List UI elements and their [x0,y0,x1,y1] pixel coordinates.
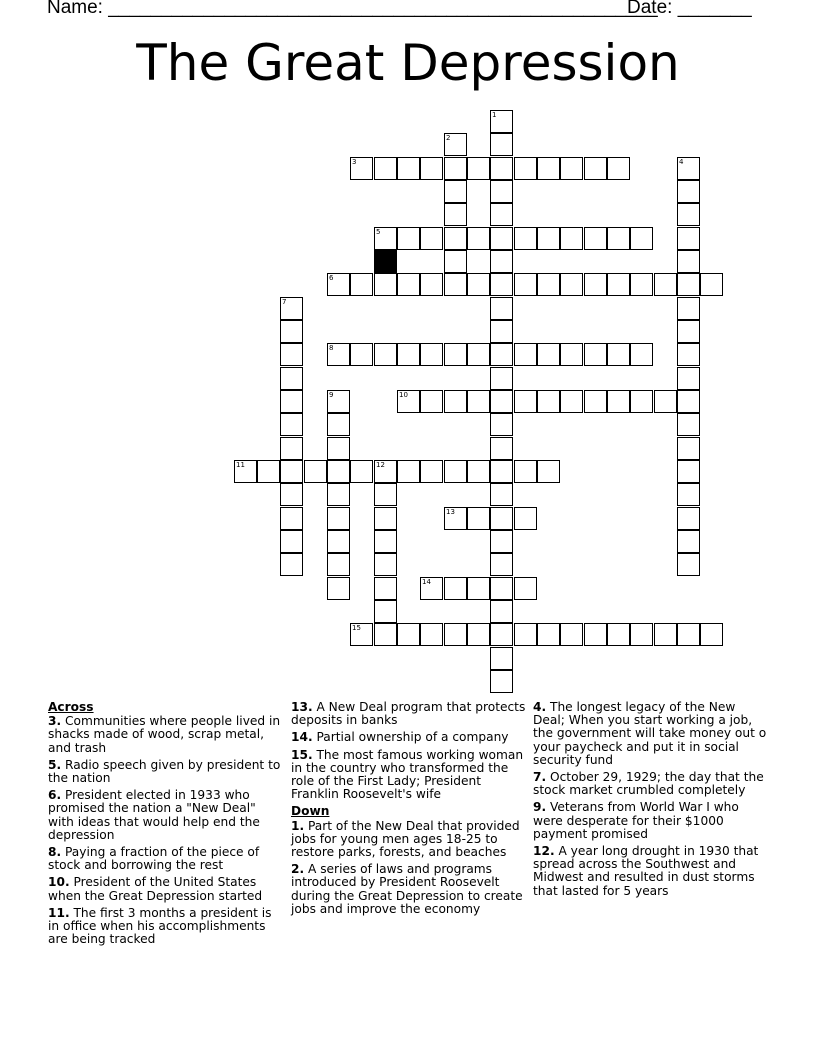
grid-cell[interactable] [677,390,700,413]
grid-cell[interactable] [514,623,537,646]
grid-cell[interactable] [514,577,537,600]
grid-cell[interactable] [490,250,513,273]
grid-cell[interactable] [490,623,513,646]
grid-cell[interactable] [537,157,560,180]
grid-cell[interactable] [677,273,700,296]
clue-across-6: 6. President elected in 1933 who promised the nation a "New Deal" with ideas that would help end the depression [48,788,260,842]
grid-cell[interactable] [490,227,513,250]
clue-across-8: 8. Paying a fraction of the piece of stock and borrowing the rest [48,845,260,873]
grid-cell[interactable] [700,273,723,296]
grid-cell[interactable] [327,413,350,436]
grid-cell[interactable] [537,390,560,413]
grid-cell[interactable] [467,390,490,413]
grid-cell[interactable] [630,623,653,646]
grid-cell[interactable] [444,577,467,600]
grid-cell[interactable] [654,623,677,646]
clue-down-7: 7. October 29, 1929; the day that the stock market crumbled completely [533,770,764,798]
grid-cell[interactable] [490,367,513,390]
clue-column-3 [533,701,769,902]
grid-cell[interactable] [327,577,350,600]
grid-cell[interactable] [257,460,280,483]
grid-cell[interactable] [677,367,700,390]
grid-cell[interactable] [490,180,513,203]
clue-down-12: 12. A year long drought in 1930 that spread across the Southwest and Midwest and resulted in dust storms that lasted for 5 years [533,844,759,898]
grid-cell[interactable] [630,390,653,413]
grid-cell[interactable] [490,507,513,530]
grid-cell[interactable] [467,623,490,646]
clue-down-4: 4. The longest legacy of the New Deal; When you start working a job, the government will take money out o your paycheck and put it in social security fund [533,700,767,767]
grid-cell[interactable] [280,507,303,530]
grid-cell[interactable] [490,157,513,180]
grid-cell[interactable] [280,297,303,320]
clue-number: 9 [329,391,334,399]
clue-number: 5 [376,228,381,236]
clue-number: 13 [446,508,455,516]
grid-cell[interactable] [514,273,537,296]
grid-cell[interactable] [397,343,420,366]
clue-number: 14 [422,578,431,586]
clue-number: 8 [329,344,334,352]
grid-cell[interactable] [677,413,700,436]
grid-cell[interactable] [280,483,303,506]
name-field-label: Name: ____________________________________________________ [47,0,658,18]
grid-cell[interactable] [490,600,513,623]
grid-cell[interactable] [467,343,490,366]
grid-cell[interactable] [677,227,700,250]
grid-cell[interactable] [490,530,513,553]
grid-cell[interactable] [280,320,303,343]
grid-cell[interactable] [584,157,607,180]
clue-number: 12 [376,461,385,469]
grid-cell[interactable] [677,250,700,273]
clue-down-1: 1. Part of the New Deal that provided jobs for young men ages 18-25 to restore parks, forests, and beaches [291,818,520,860]
grid-cell[interactable] [537,343,560,366]
clue-across-10: 10. President of the United States when the Great Depression started [48,875,263,903]
clue-column-1 [48,701,284,950]
grid-cell[interactable] [560,273,583,296]
grid-cell[interactable] [374,460,397,483]
grid-cell[interactable] [397,273,420,296]
grid-cell[interactable] [467,507,490,530]
grid-block [374,250,397,273]
grid-cell[interactable] [490,553,513,576]
clue-down-2: 2. A series of laws and programs introduced by President Roosevelt during the Great Depression to create jobs and improve the economy [291,862,523,916]
grid-cell[interactable] [374,157,397,180]
clue-across-15: 15. The most famous working woman in the country who transformed the role of the First Lady; President Franklin Roosevelt's wife [291,747,524,802]
grid-cell[interactable] [444,180,467,203]
grid-cell[interactable] [327,343,350,366]
grid-cell[interactable] [584,273,607,296]
grid-cell[interactable] [444,203,467,226]
grid-cell[interactable] [444,250,467,273]
grid-cell[interactable] [280,460,303,483]
grid-cell[interactable] [607,623,630,646]
grid-cell[interactable] [444,460,467,483]
grid-cell[interactable] [630,343,653,366]
grid-cell[interactable] [234,460,257,483]
grid-cell[interactable] [560,623,583,646]
grid-cell[interactable] [584,623,607,646]
grid-cell[interactable] [514,390,537,413]
grid-cell[interactable] [560,343,583,366]
grid-cell[interactable] [327,483,350,506]
clue-across-13: 13. A New Deal program that protects deposits in banks [291,700,526,728]
grid-cell[interactable] [444,507,467,530]
grid-cell[interactable] [350,460,373,483]
grid-cell[interactable] [584,343,607,366]
grid-cell[interactable] [630,273,653,296]
down-heading: Down [291,804,330,819]
grid-cell[interactable] [490,483,513,506]
grid-cell[interactable] [654,273,677,296]
grid-cell[interactable] [467,460,490,483]
grid-cell[interactable] [420,623,443,646]
grid-cell[interactable] [514,157,537,180]
grid-cell[interactable] [467,227,490,250]
grid-cell[interactable] [397,390,420,413]
grid-cell[interactable] [280,413,303,436]
grid-cell[interactable] [420,460,443,483]
clue-across-3: 3. Communities where people lived in shacks made of wood, scrap metal, and trash [48,714,281,755]
clue-across-5: 5. Radio speech given by president to the nation [48,757,281,786]
grid-cell[interactable] [490,670,513,693]
grid-cell[interactable] [490,390,513,413]
grid-cell[interactable] [444,157,467,180]
grid-cell[interactable] [514,460,537,483]
grid-cell[interactable] [607,273,630,296]
grid-cell[interactable] [444,227,467,250]
clue-number: 10 [399,391,408,399]
grid-cell[interactable] [677,507,700,530]
grid-cell[interactable] [374,483,397,506]
grid-cell[interactable] [514,227,537,250]
grid-cell[interactable] [537,273,560,296]
clue-number: 4 [679,158,684,166]
grid-cell[interactable] [677,483,700,506]
grid-cell[interactable] [537,623,560,646]
grid-cell[interactable] [490,343,513,366]
grid-cell[interactable] [537,460,560,483]
grid-cell[interactable] [514,507,537,530]
grid-cell[interactable] [490,273,513,296]
grid-cell[interactable] [350,623,373,646]
grid-cell[interactable] [490,577,513,600]
grid-cell[interactable] [327,530,350,553]
grid-cell[interactable] [490,460,513,483]
grid-cell[interactable] [677,437,700,460]
grid-cell[interactable] [560,227,583,250]
grid-cell[interactable] [350,157,373,180]
grid-cell[interactable] [467,273,490,296]
grid-cell[interactable] [490,297,513,320]
grid-cell[interactable] [677,180,700,203]
grid-cell[interactable] [467,157,490,180]
grid-cell[interactable] [677,530,700,553]
grid-cell[interactable] [444,343,467,366]
grid-cell[interactable] [374,553,397,576]
clue-number: 2 [446,134,451,142]
grid-cell[interactable] [327,437,350,460]
grid-cell[interactable] [444,390,467,413]
grid-cell[interactable] [490,133,513,156]
grid-cell[interactable] [374,343,397,366]
grid-cell[interactable] [420,273,443,296]
grid-cell[interactable] [467,577,490,600]
date-field-label: Date: _______ [627,0,752,18]
grid-cell[interactable] [327,390,350,413]
grid-cell[interactable] [490,647,513,670]
grid-cell[interactable] [490,203,513,226]
grid-cell[interactable] [374,600,397,623]
clue-number: 11 [236,461,245,469]
grid-cell[interactable] [677,343,700,366]
grid-cell[interactable] [560,157,583,180]
grid-cell[interactable] [444,133,467,156]
grid-cell[interactable] [374,623,397,646]
grid-cell[interactable] [677,553,700,576]
grid-cell[interactable] [280,530,303,553]
grid-cell[interactable] [327,507,350,530]
clue-number: 7 [282,298,287,306]
grid-cell[interactable] [490,437,513,460]
grid-cell[interactable] [490,320,513,343]
grid-cell[interactable] [374,273,397,296]
page-title: The Great Depression [136,34,680,92]
grid-cell[interactable] [374,227,397,250]
grid-cell[interactable] [280,390,303,413]
grid-cell[interactable] [584,227,607,250]
grid-cell[interactable] [350,343,373,366]
grid-cell[interactable] [677,460,700,483]
grid-cell[interactable] [420,577,443,600]
grid-cell[interactable] [304,460,327,483]
grid-cell[interactable] [677,623,700,646]
grid-cell[interactable] [420,343,443,366]
grid-cell[interactable] [327,553,350,576]
grid-cell[interactable] [374,530,397,553]
grid-cell[interactable] [280,437,303,460]
grid-cell[interactable] [397,227,420,250]
grid-cell[interactable] [677,320,700,343]
grid-cell[interactable] [420,390,443,413]
grid-cell[interactable] [490,413,513,436]
grid-cell[interactable] [584,390,607,413]
grid-cell[interactable] [327,460,350,483]
grid-cell[interactable] [537,227,560,250]
grid-cell[interactable] [677,203,700,226]
grid-cell[interactable] [607,390,630,413]
grid-cell[interactable] [280,367,303,390]
grid-cell[interactable] [654,390,677,413]
grid-cell[interactable] [327,273,350,296]
clue-number: 6 [329,274,334,282]
grid-cell[interactable] [374,507,397,530]
grid-cell[interactable] [514,343,537,366]
clue-column-2 [291,701,527,920]
grid-cell[interactable] [677,157,700,180]
grid-cell[interactable] [444,273,467,296]
across-heading: Across [48,700,94,714]
grid-cell[interactable] [280,553,303,576]
clue-across-14: 14. Partial ownership of a company [291,730,509,745]
grid-cell[interactable] [490,110,513,133]
grid-cell[interactable] [700,623,723,646]
grid-cell[interactable] [420,157,443,180]
grid-cell[interactable] [397,460,420,483]
grid-cell[interactable] [630,227,653,250]
grid-cell[interactable] [607,343,630,366]
grid-cell[interactable] [420,227,443,250]
grid-cell[interactable] [397,623,420,646]
clue-down-9: 9. Veterans from World War I who were desperate for their $1000 payment promised [533,800,739,841]
grid-cell[interactable] [607,157,630,180]
grid-cell[interactable] [397,157,420,180]
clue-number: 3 [352,158,357,166]
grid-cell[interactable] [677,297,700,320]
grid-cell[interactable] [607,227,630,250]
clue-number: 1 [492,111,497,119]
clue-across-11: 11. The first 3 months a president is in office when his accomplishments are being tracked [48,905,272,947]
grid-cell[interactable] [560,390,583,413]
clue-number: 15 [352,624,361,632]
grid-cell[interactable] [374,577,397,600]
grid-cell[interactable] [444,623,467,646]
grid-cell[interactable] [280,343,303,366]
grid-cell[interactable] [350,273,373,296]
